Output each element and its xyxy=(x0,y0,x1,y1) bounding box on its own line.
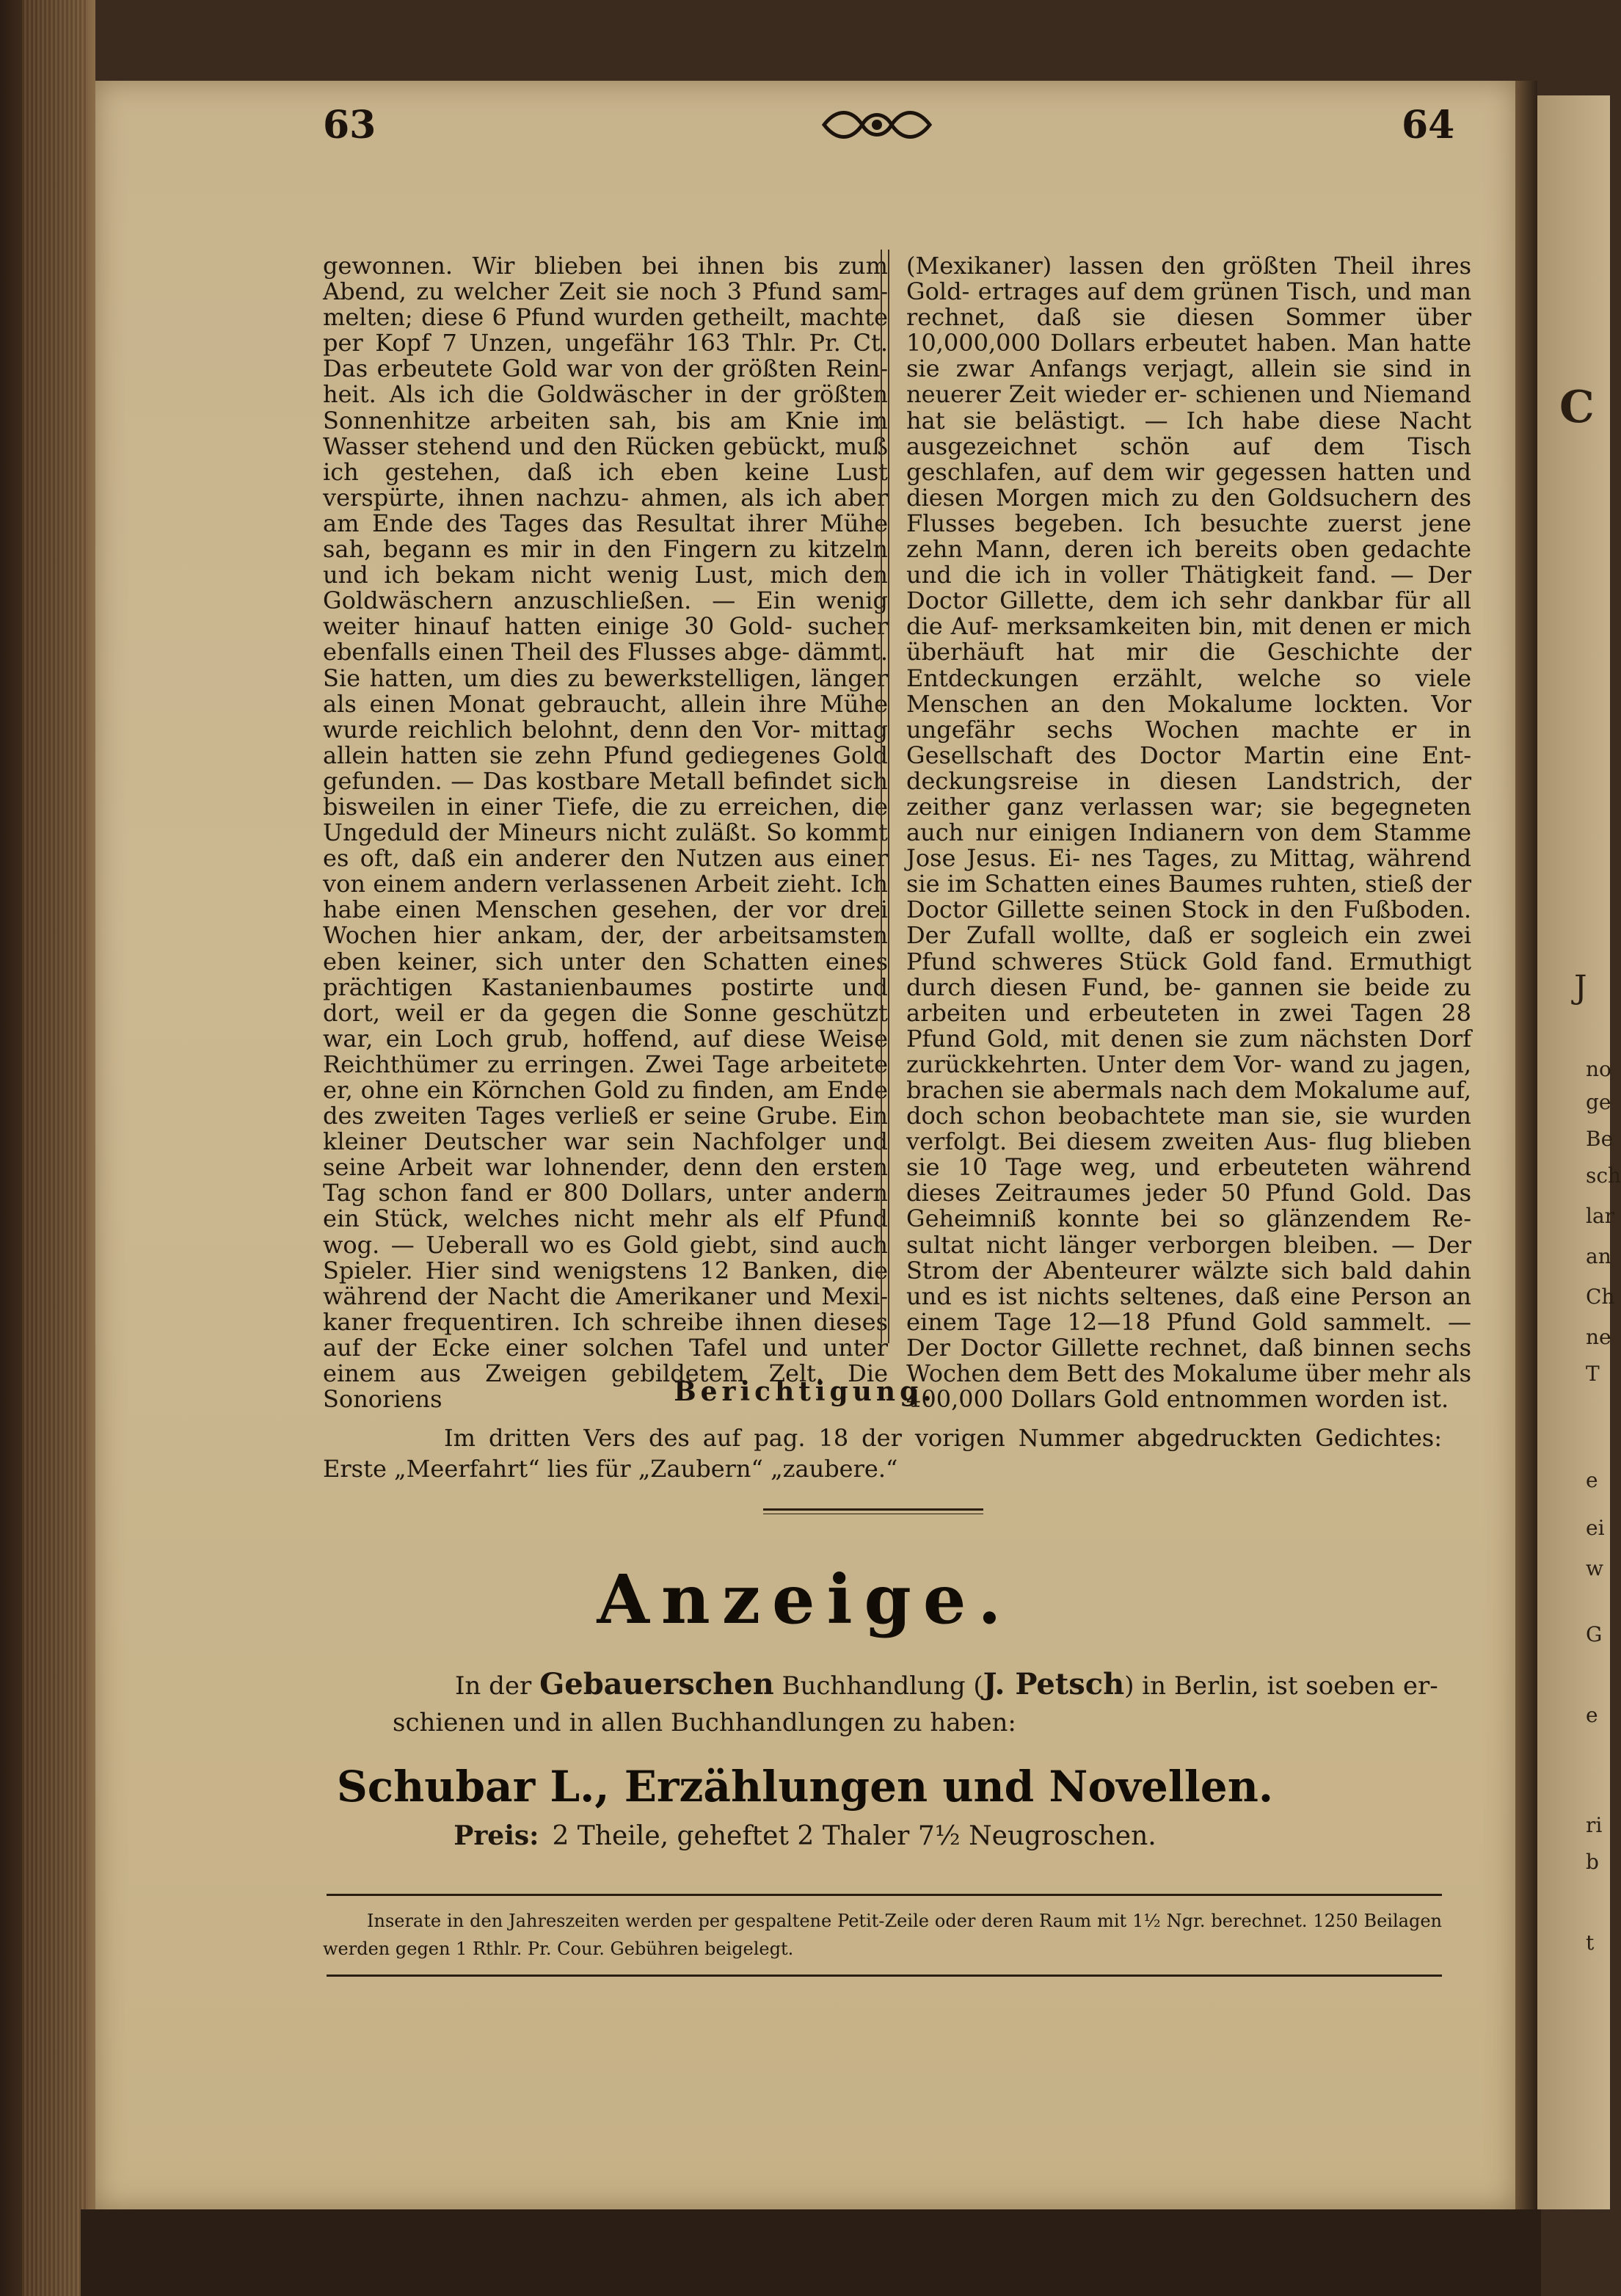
next-page-fragment-initial: J xyxy=(1574,969,1587,1006)
next-page-fragment: t xyxy=(1586,1930,1595,1955)
next-page-fragment: b xyxy=(1586,1850,1599,1874)
article-column-right xyxy=(906,253,1471,1412)
ad-text: In der xyxy=(455,1671,532,1701)
book-spine-left xyxy=(0,0,95,2296)
advertisement-intro xyxy=(455,1665,1442,1706)
page-number-right: 64 xyxy=(1402,103,1455,148)
next-page-fragment: Be xyxy=(1586,1127,1614,1151)
next-page-fragment: lar xyxy=(1586,1204,1615,1228)
next-page-fragment: ei xyxy=(1586,1516,1605,1540)
advertised-book-title: Schubar L., Erzählungen und Novellen. xyxy=(336,1762,1274,1812)
footer-note: Inserate in den Jahreszeiten werden per gespaltene Petit-Zeile oder deren Raum mit 1½ Ngr. berechnet. 1250 Beilagen werden gegen 1 Rthlr. Pr. Cour. Gebühren beigelegt. xyxy=(323,1911,1442,1959)
price-value: 2 Theile, geheftet 2 Thaler 7½ Neugroschen. xyxy=(552,1821,1156,1851)
next-page-fragment: Ch xyxy=(1586,1285,1615,1309)
next-page-fragment: ri xyxy=(1586,1813,1603,1837)
next-page-edge: C J no ge Be sch lar an Ch ne T e ei w G e ri b t xyxy=(1537,95,1610,2209)
header-ornament-icon xyxy=(818,103,936,147)
next-page-fragment: w xyxy=(1586,1556,1603,1580)
book-gutter xyxy=(1515,81,1537,2209)
footer-rule-bottom xyxy=(327,1975,1442,1977)
advertised-price xyxy=(0,1820,1610,1851)
correction-heading: Berichtigung. xyxy=(674,1376,936,1407)
ad-text: ) in Berlin, ist soeben er- xyxy=(1124,1671,1438,1701)
book-bottom-edge xyxy=(81,2209,1541,2296)
next-page-fragment: sch xyxy=(1586,1163,1621,1188)
next-page-fragment: no xyxy=(1586,1057,1611,1081)
ad-text: Buchhandlung ( xyxy=(782,1671,983,1701)
page-number-left: 63 xyxy=(323,103,376,148)
correction-text: Im dritten Vers des auf pag. 18 der vorigen Nummer abgedruckten Gedichtes: Erste „Meerfahrt“ lies für „Zaubern“ „zaubere.“ xyxy=(323,1424,1442,1483)
footer-rule-top xyxy=(327,1894,1442,1896)
price-label: Preis: xyxy=(453,1820,539,1851)
next-page-fragment: G xyxy=(1586,1622,1603,1646)
advertisement-intro-continued: schienen und in allen Buchhandlungen zu haben: xyxy=(393,1708,1016,1737)
next-page-fragment: e xyxy=(1586,1468,1598,1492)
article-text-left: gewonnen. Wir blieben bei ihnen bis zum Abend, zu welcher Zeit sie noch 3 Pfund sam- melten; diese 6 Pfund wurden getheilt, machte per Kopf 7 Unzen, ungefähr 163 Thlr. Pr. Ct. Das erbeutete Gold war von der größten Rein- heit. Als ich die Goldwäscher in der größten Sonnenhitze arbeiten sah, bis am Knie im Wasser stehend und den Rücken gebückt, muß ich gestehen, daß ich eben keine Lust verspürte, ihnen nachzu- ahmen, als ich aber am Ende des Tages das Resultat ihrer Mühe sah, begann es mir in den Fingern zu kitzeln und ich bekam nicht wenig Lust, mich den Goldwäschern anzuschließen. — Ein wenig weiter hinauf hatten einige 30 Gold- sucher ebenfalls einen Theil des Flusses abge- dämmt. Sie hatten, um dies zu bewerkstelligen, länger als einen Monat gebraucht, allein ihre Mühe wurde reichlich belohnt, denn den Vor- mittag allein hatten sie zehn Pfund gediegenes Gold gefunden. — Das kostbare Metall befindet sich bisweilen in einer Tiefe, die zu erreichen, die Ungeduld der Mineurs nicht zuläßt. So kommt es oft, daß ein anderer den Nutzen aus einer von einem andern verlassenen Arbeit zieht. Ich habe einen Menschen gesehen, der vor drei Wochen hier ankam, der, der arbeitsamsten eben keiner, sich unter den Schatten eines prächtigen Kastanienbaumes postirte und dort, weil er da gegen die Sonne geschützt war, ein Loch grub, hoffend, auf diese Weise Reichthümer zu erringen. Zwei Tage arbeitete er, ohne ein Körnchen Gold zu finden, am Ende des zweiten Tages verließ er seine Grube. Ein kleiner Deutscher war sein Nachfolger und seine Arbeit war lohnender, denn den ersten Tag schon fand er 800 Dollars, unter andern ein Stück, welches nicht mehr als elf Pfund wog. — Ueberall wo es Gold giebt, sind auch Spieler. Hier sind wenigstens 12 Banken, die während der Nacht die Amerikaner und Mexi- kaner frequentiren. Ich schreibe ihnen dieses auf der Ecke einer solchen Tafel und unter einem aus Zweigen gebildetem Zelt. Die Sonoriens xyxy=(323,252,888,1414)
next-page-fragment: ge xyxy=(1586,1090,1611,1114)
next-page-fragment: T xyxy=(1586,1362,1600,1386)
next-page-fragment: e xyxy=(1586,1703,1598,1727)
article-column-left xyxy=(323,253,888,1412)
next-page-fragment: an xyxy=(1586,1244,1611,1268)
article-text-right: (Mexikaner) lassen den größten Theil ihres Gold- ertrages auf dem grünen Tisch, und man rechnet, daß sie diesen Sommer über 10,000,000 Dollars erbeutet haben. Man hatte sie zwar Anfangs verjagt, allein sie sind in neuerer Zeit wieder er- schienen und Niemand hat sie belästigt. — Ich habe diese Nacht ausgezeichnet schön auf dem Tisch geschlafen, auf dem wir gegessen hatten und diesen Morgen mich zu den Goldsuchern des Flusses begeben. Ich besuchte zuerst jene zehn Mann, deren ich bereits oben gedachte und die ich in voller Thätigkeit fand. — Der Doctor Gillette, dem ich sehr dankbar für all die Auf- merksamkeiten bin, mit denen er mich überhäuft hat mir die Geschichte der Entdeckungen erzählt, welche so viele Menschen an den Mokalume lockten. Vor ungefähr sechs Wochen machte er in Gesellschaft des Doctor Martin eine Ent- deckungsreise in diesen Landstrich, der zeither ganz verlassen war; sie begegneten auch nur einigen Indianern von dem Stamme Jose Jesus. Ei- nes Tages, zu Mittag, während sie im Schatten eines Baumes ruhten, stieß der Doctor Gillette seinen Stock in den Fußboden. Der Zufall wollte, daß er sogleich ein zwei Pfund schweres Stück Gold fand. Ermuthigt durch diesen Fund, be- gannen sie beide zu arbeiten und erbeuteten in zwei Tagen 28 Pfund Gold, mit denen sie zum nächsten Dorf zurückkehrten. Unter dem Vor- wand zu jagen, brachen sie abermals nach dem Mokalume auf, doch schon beobachtete man sie, sie wurden verfolgt. Bei diesem zweiten Aus- flug blieben sie 10 Tage weg, und erbeuteten während dieses Zeitraumes jeder 50 Pfund Gold. Das Geheimniß konnte bei so glänzendem Re- sultat nicht länger verborgen bleiben. — Der Strom der Abenteurer wälzte sich bald dahin und es ist nichts seltenes, daß eine Person an einem Tage 12—18 Pfund Gold sammelt. — Der Doctor Gillette rechnet, daß binnen sechs Wochen dem Bett des Mokalume über mehr als 400,000 Dollars Gold entnommen worden ist. xyxy=(906,252,1471,1414)
next-page-fragment: ne xyxy=(1586,1325,1611,1349)
ad-publisher: Gebauerschen xyxy=(539,1667,774,1701)
section-rule xyxy=(763,1508,983,1511)
column-divider xyxy=(881,250,889,1343)
advertisement-heading: Anzeige. xyxy=(597,1560,1013,1639)
ad-owner: J. Petsch xyxy=(983,1667,1125,1701)
